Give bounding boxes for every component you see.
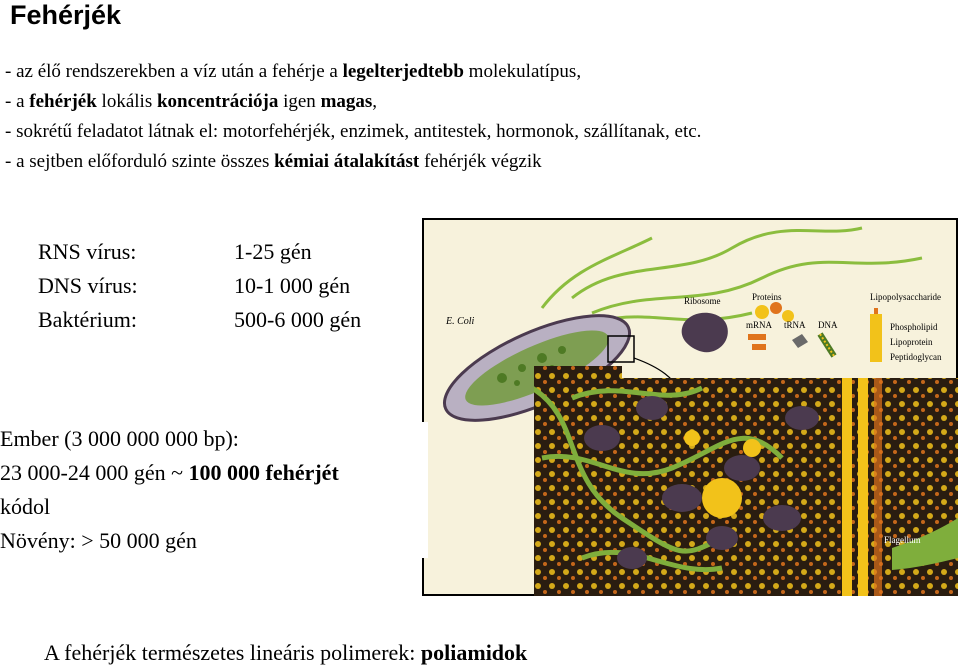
label-lipoprotein: Lipoprotein [890,337,933,347]
label-proteins: Proteins [752,292,782,302]
footer-statement: A fehérjék természetes lineáris polimerek: poliamidok [44,640,528,665]
label-peptidoglycan: Peptidoglycan [890,352,942,362]
label-ecoli: E. Coli [446,316,475,327]
bullet-list [5,57,701,177]
human-line-3: kódol [0,494,51,519]
bullet-2: - a fehérjék lokális koncentrációja igen magas, [5,91,378,112]
human-plant-genes [0,422,428,558]
label-lipopolysaccharide: Lipopolysaccharide [870,292,941,302]
human-line-2: 23 000-24 000 gén ~ 100 000 fehérjét [0,460,339,485]
human-line-1: Ember (3 000 000 000 bp): [0,426,239,451]
label-flagellum: Flagellum [884,535,921,545]
ecoli-illustration [422,218,958,596]
label-trna: tRNA [784,320,806,330]
cell-interior [522,363,958,596]
bullet-3: - sokrétű feladatot látnak el: motorfehérjék, enzimek, antitestek, hormonok, szállítanak, etc. [5,121,702,142]
bullet-4: - a sejtben előforduló szinte összes kémiai átalakítást fehérjék végzik [5,151,542,172]
label-ribosome: Ribosome [684,296,721,306]
page-title: Fehérjék [10,0,122,30]
legend-membrane [870,308,882,362]
bullet-1: - az élő rendszerekben a víz után a fehérje a legelterjedtebb molekulatípus, [5,61,582,82]
label-phospholipid: Phospholipid [890,322,938,332]
plant-line: Növény: > 50 000 gén [0,528,197,553]
label-mrna: mRNA [746,320,773,330]
label-dna: DNA [818,320,838,330]
